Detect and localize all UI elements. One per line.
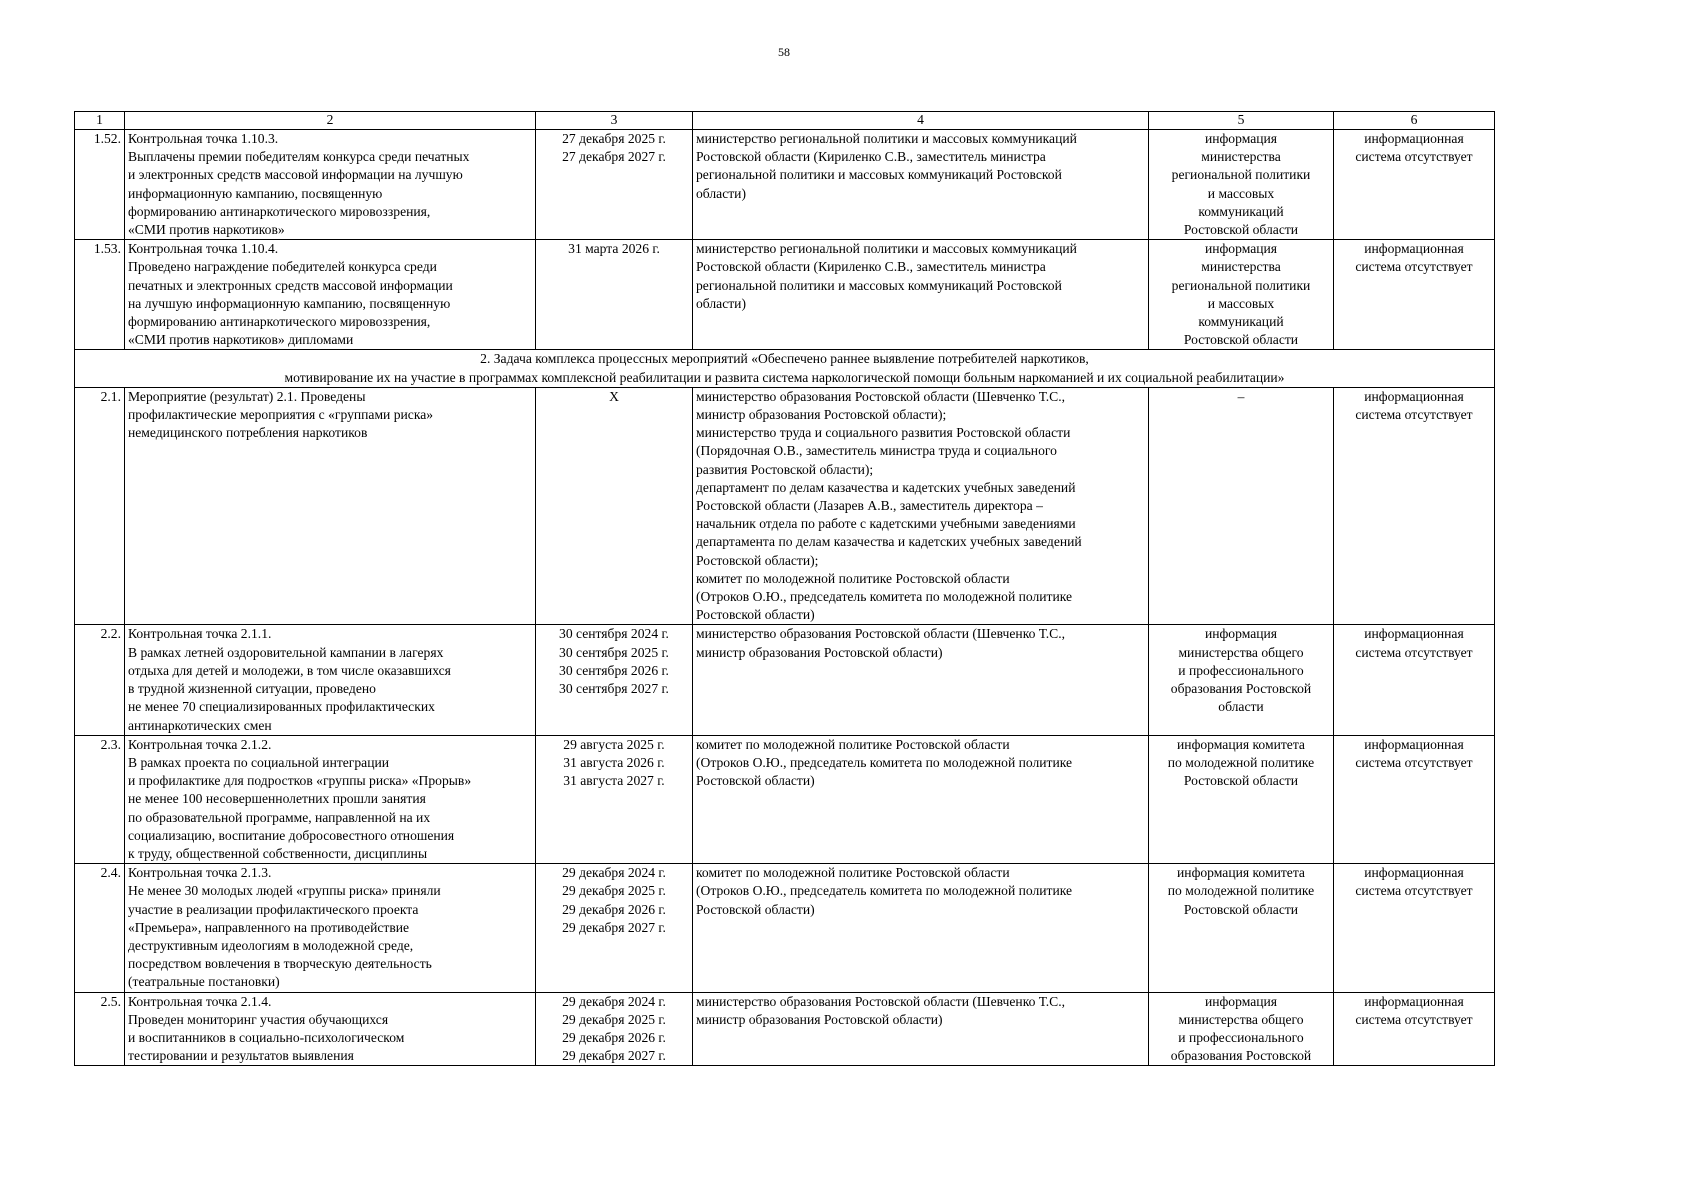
deadline xyxy=(536,735,693,863)
confirmation-document-line: министерства общего xyxy=(1178,1011,1304,1027)
information-system-line: система отсутствует xyxy=(1355,149,1473,165)
activity-description-line: в трудной жизненной ситуации, проведено xyxy=(128,681,376,697)
deadline-line: 27 декабря 2027 г. xyxy=(562,149,666,165)
activity-description-line: «Премьера», направленного на противодействие xyxy=(128,919,410,935)
activity-description-line: профилактические мероприятия с «группами риска» xyxy=(128,407,434,423)
activity-description-line: Мероприятие (результат) 2.1. Проведены xyxy=(128,388,366,404)
confirmation-document-line: и массовых xyxy=(1207,185,1275,201)
activity-description-line: Выплачены премии победителям конкурса среди печатных xyxy=(128,149,470,165)
activity-description xyxy=(125,992,536,1066)
deadline xyxy=(536,130,693,240)
column-number: 4 xyxy=(693,112,1149,130)
confirmation-document-line: информация комитета xyxy=(1177,736,1305,752)
information-system-line: система отсутствует xyxy=(1355,407,1473,423)
deadline-line: 29 декабря 2027 г. xyxy=(562,1048,666,1064)
column-number: 3 xyxy=(536,112,693,130)
confirmation-document-line: информация xyxy=(1204,993,1278,1009)
responsible-executor-line: министерство региональной политики и массовых коммуникаций xyxy=(696,241,1077,257)
confirmation-document-line: Ростовской области xyxy=(1183,332,1299,348)
information-system-line: информационная xyxy=(1364,865,1464,881)
table-row xyxy=(75,735,1495,863)
responsible-executor-line: комитет по молодежной политике Ростовской области xyxy=(696,736,1010,752)
deadline-line: 29 августа 2025 г. xyxy=(563,736,665,752)
column-number: 6 xyxy=(1334,112,1495,130)
deadline-line: 29 декабря 2024 г. xyxy=(562,865,666,881)
responsible-executor-line: министерство образования Ростовской области (Шевченко Т.С., xyxy=(696,993,1066,1009)
deadline-line: 27 декабря 2025 г. xyxy=(562,131,666,146)
confirmation-document-line: области xyxy=(1218,699,1264,715)
confirmation-document-line: министерства xyxy=(1201,259,1281,275)
confirmation-document-line: образования Ростовской xyxy=(1170,681,1312,697)
deadline-line: 30 сентября 2024 г. xyxy=(559,626,669,642)
activity-description-line: печатных и электронных средств массовой информации xyxy=(128,277,453,293)
activity-description-line: участие в реализации профилактического проекта xyxy=(128,901,419,917)
task-heading-line: мотивирование их на участие в программах комплексной реабилитации и развита система наркологической помощи больным наркоманией и их социальной реабилитации» xyxy=(284,369,1285,385)
row-number: 2.5. xyxy=(75,992,125,1066)
confirmation-document xyxy=(1149,735,1334,863)
responsible-executor-line: (Отроков О.Ю., председатель комитета по молодежной политике xyxy=(696,589,1073,605)
activity-description-line: Контрольная точка 2.1.2. xyxy=(128,736,272,752)
confirmation-document xyxy=(1149,240,1334,350)
activity-description-line: информационную кампанию, посвященную xyxy=(128,185,383,201)
deadline-line: 29 декабря 2025 г. xyxy=(562,1011,666,1027)
column-number-row xyxy=(75,112,1495,130)
responsible-executor-line: комитет по молодежной политике Ростовской области xyxy=(696,570,1010,586)
responsible-executor-line: начальник отдела по работе с кадетскими учебными заведениями xyxy=(696,516,1076,532)
table-row xyxy=(75,864,1495,992)
information-system-line: система отсутствует xyxy=(1355,1011,1473,1027)
table-row xyxy=(75,387,1495,625)
deadline-line: 31 марта 2026 г. xyxy=(568,241,660,257)
responsible-executor-line: Ростовской области) xyxy=(696,773,815,789)
information-system xyxy=(1334,992,1495,1066)
confirmation-document-line: и профессионального xyxy=(1178,662,1304,678)
information-system-line: система отсутствует xyxy=(1355,883,1473,899)
responsible-executor-line: министр образования Ростовской области); xyxy=(696,407,947,423)
activity-description-line: немедицинского потребления наркотиков xyxy=(128,425,368,441)
activity-description-line: социализацию, воспитание добросовестного отношения xyxy=(128,827,455,843)
task-heading-line: 2. Задача комплекса процессных мероприятий «Обеспечено раннее выявление потребителей наркотиков, xyxy=(480,351,1089,367)
deadline-line: X xyxy=(609,388,619,404)
confirmation-document-line: коммуникаций xyxy=(1198,203,1284,219)
activity-description-line: на лучшую информационную кампанию, посвященную xyxy=(128,295,451,311)
activity-description-line: Контрольная точка 2.1.4. xyxy=(128,993,272,1009)
activity-description-line: Контрольная точка 1.10.3. xyxy=(128,131,279,146)
confirmation-document-line: Ростовской области xyxy=(1183,222,1299,238)
activity-description xyxy=(125,625,536,735)
task-heading xyxy=(75,350,1495,387)
responsible-executor xyxy=(693,240,1149,350)
activity-description-line: формированию антинаркотического мировоззрения, xyxy=(128,314,431,330)
information-system-line: информационная xyxy=(1364,993,1464,1009)
activity-description-line: отдыха для детей и молодежи, в том числе оказавшихся xyxy=(128,662,451,678)
row-number: 2.3. xyxy=(75,735,125,863)
activity-description-line: и электронных средств массовой информации на лучшую xyxy=(128,167,463,183)
responsible-executor xyxy=(693,625,1149,735)
responsible-executor xyxy=(693,387,1149,625)
confirmation-document-line: министерства xyxy=(1201,149,1281,165)
table-row xyxy=(75,130,1495,240)
responsible-executor xyxy=(693,864,1149,992)
information-system-line: система отсутствует xyxy=(1355,259,1473,275)
information-system-line: информационная xyxy=(1364,736,1464,752)
confirmation-document xyxy=(1149,864,1334,992)
confirmation-document xyxy=(1149,387,1334,625)
activity-description-line: Контрольная точка 2.1.3. xyxy=(128,865,272,881)
deadline-line: 31 августа 2027 г. xyxy=(563,773,665,789)
table-row xyxy=(75,992,1495,1066)
responsible-executor-line: комитет по молодежной политике Ростовской области xyxy=(696,865,1010,881)
responsible-executor-line: развития Ростовской области); xyxy=(696,461,874,477)
responsible-executor xyxy=(693,735,1149,863)
activity-description-line: посредством вовлечения в творческую деятельность xyxy=(128,956,432,972)
deadline xyxy=(536,240,693,350)
activity-description-line: Не менее 30 молодых людей «группы риска» приняли xyxy=(128,883,441,899)
confirmation-document-line: информация xyxy=(1204,626,1278,642)
activity-description-line: по образовательной программе, направленной на их xyxy=(128,809,431,825)
information-system-line: система отсутствует xyxy=(1355,754,1473,770)
information-system xyxy=(1334,387,1495,625)
deadline xyxy=(536,864,693,992)
confirmation-document-line: – xyxy=(1237,388,1245,404)
activity-description-line: не менее 70 специализированных профилактических xyxy=(128,699,435,715)
information-system-line: информационная xyxy=(1364,131,1464,146)
information-system xyxy=(1334,240,1495,350)
activity-description-line: формированию антинаркотического мировоззрения, xyxy=(128,203,431,219)
confirmation-document-line: Ростовской области xyxy=(1183,773,1299,789)
row-number: 2.1. xyxy=(75,387,125,625)
confirmation-document xyxy=(1149,992,1334,1066)
responsible-executor-line: департамента по делам казачества и кадетских учебных заведений xyxy=(696,534,1082,550)
responsible-executor-line: министерство образования Ростовской области (Шевченко Т.С., xyxy=(696,626,1066,642)
row-number: 1.53. xyxy=(75,240,125,350)
activity-description-line: В рамках летней оздоровительной кампании в лагерях xyxy=(128,644,444,660)
table-row xyxy=(75,625,1495,735)
responsible-executor-line: Ростовской области (Кириленко С.В., заместитель министра xyxy=(696,259,1046,275)
activity-description-line: В рамках проекта по социальной интеграции xyxy=(128,754,390,770)
deadline-line: 29 декабря 2027 г. xyxy=(562,919,666,935)
responsible-executor-line: области) xyxy=(696,185,746,201)
confirmation-document-line: региональной политики xyxy=(1171,277,1311,293)
responsible-executor-line: Ростовской области (Лазарев А.В., заместитель директора – xyxy=(696,498,1043,514)
deadline-line: 30 сентября 2025 г. xyxy=(559,644,669,660)
confirmation-document xyxy=(1149,625,1334,735)
activity-description xyxy=(125,130,536,240)
responsible-executor-line: (Отроков О.Ю., председатель комитета по молодежной политике xyxy=(696,883,1073,899)
column-number: 5 xyxy=(1149,112,1334,130)
confirmation-document-line: и профессионального xyxy=(1178,1029,1304,1045)
column-number: 2 xyxy=(125,112,536,130)
task-heading-row xyxy=(75,350,1495,387)
activity-description-line: и профилактике для подростков «группы риска» «Прорыв» xyxy=(128,773,472,789)
responsible-executor-line: министерство образования Ростовской области (Шевченко Т.С., xyxy=(696,388,1066,404)
confirmation-document xyxy=(1149,130,1334,240)
responsible-executor-line: региональной политики и массовых коммуникаций Ростовской xyxy=(696,277,1062,293)
deadline-line: 29 декабря 2026 г. xyxy=(562,901,666,917)
activity-description-line: Контрольная точка 1.10.4. xyxy=(128,241,279,257)
activity-description-line: и воспитанников в социально-психологическом xyxy=(128,1029,405,1045)
responsible-executor-line: Ростовской области) xyxy=(696,607,815,623)
activity-description-line: антинаркотических смен xyxy=(128,717,272,733)
activity-description-line: Проведен мониторинг участия обучающихся xyxy=(128,1011,389,1027)
deadline-line: 29 декабря 2025 г. xyxy=(562,883,666,899)
responsible-executor-line: (Порядочная О.В., заместитель министра труда и социального xyxy=(696,443,1057,459)
row-number: 2.2. xyxy=(75,625,125,735)
confirmation-document-line: министерства общего xyxy=(1178,644,1304,660)
information-system xyxy=(1334,864,1495,992)
deadline-line: 29 декабря 2024 г. xyxy=(562,993,666,1009)
activity-description-line: Проведено награждение победителей конкурса среди xyxy=(128,259,437,275)
activity-description-line: Контрольная точка 2.1.1. xyxy=(128,626,272,642)
information-system xyxy=(1334,735,1495,863)
activity-description-line: тестировании и результатов выявления xyxy=(128,1048,354,1064)
activity-description xyxy=(125,735,536,863)
responsible-executor-line: Ростовской области) xyxy=(696,901,815,917)
information-system-line: информационная xyxy=(1364,241,1464,257)
activities-table xyxy=(74,111,1495,1066)
row-number: 1.52. xyxy=(75,130,125,240)
confirmation-document-line: по молодежной политике xyxy=(1167,754,1315,770)
responsible-executor-line: министерство труда и социального развития Ростовской области xyxy=(696,425,1071,441)
confirmation-document-line: региональной политики xyxy=(1171,167,1311,183)
activity-description-line: (театральные постановки) xyxy=(128,974,280,990)
information-system-line: система отсутствует xyxy=(1355,644,1473,660)
deadline-line: 31 августа 2026 г. xyxy=(563,754,665,770)
row-number: 2.4. xyxy=(75,864,125,992)
responsible-executor xyxy=(693,130,1149,240)
responsible-executor-line: министр образования Ростовской области) xyxy=(696,644,943,660)
confirmation-document-line: информация xyxy=(1204,131,1278,146)
activity-description-line: деструктивным идеологиям в молодежной среде, xyxy=(128,937,414,953)
information-system-line: информационная xyxy=(1364,388,1464,404)
responsible-executor-line: департамент по делам казачества и кадетских учебных заведений xyxy=(696,479,1076,495)
responsible-executor-line: Ростовской области); xyxy=(696,552,819,568)
activity-description xyxy=(125,387,536,625)
confirmation-document-line: по молодежной политике xyxy=(1167,883,1315,899)
responsible-executor xyxy=(693,992,1149,1066)
confirmation-document-line: Ростовской области xyxy=(1183,901,1299,917)
confirmation-document-line: информация комитета xyxy=(1177,865,1305,881)
responsible-executor-line: (Отроков О.Ю., председатель комитета по молодежной политике xyxy=(696,754,1073,770)
activity-description xyxy=(125,240,536,350)
information-system xyxy=(1334,130,1495,240)
activity-description xyxy=(125,864,536,992)
deadline xyxy=(536,992,693,1066)
deadline-line: 30 сентября 2027 г. xyxy=(559,681,669,697)
deadline xyxy=(536,387,693,625)
activity-description-line: «СМИ против наркотиков» дипломами xyxy=(128,332,354,348)
responsible-executor-line: министр образования Ростовской области) xyxy=(696,1011,943,1027)
deadline-line: 29 декабря 2026 г. xyxy=(562,1029,666,1045)
confirmation-document-line: информация xyxy=(1204,241,1278,257)
column-number: 1 xyxy=(75,112,125,130)
confirmation-document-line: и массовых xyxy=(1207,295,1275,311)
responsible-executor-line: министерство региональной политики и массовых коммуникаций xyxy=(696,131,1077,146)
table-row xyxy=(75,240,1495,350)
activity-description-line: не менее 100 несовершеннолетних прошли занятия xyxy=(128,791,426,807)
information-system xyxy=(1334,625,1495,735)
responsible-executor-line: региональной политики и массовых коммуникаций Ростовской xyxy=(696,167,1062,183)
responsible-executor-line: Ростовской области (Кириленко С.В., заместитель министра xyxy=(696,149,1046,165)
activity-description-line: к труду, общественной собственности, дисциплины xyxy=(128,845,428,861)
activity-description-line: «СМИ против наркотиков» xyxy=(128,222,285,238)
deadline-line: 30 сентября 2026 г. xyxy=(559,662,669,678)
responsible-executor-line: области) xyxy=(696,295,746,311)
confirmation-document-line: образования Ростовской xyxy=(1170,1048,1312,1064)
information-system-line: информационная xyxy=(1364,626,1464,642)
page-number: 58 xyxy=(778,45,790,59)
confirmation-document-line: коммуникаций xyxy=(1198,314,1284,330)
deadline xyxy=(536,625,693,735)
